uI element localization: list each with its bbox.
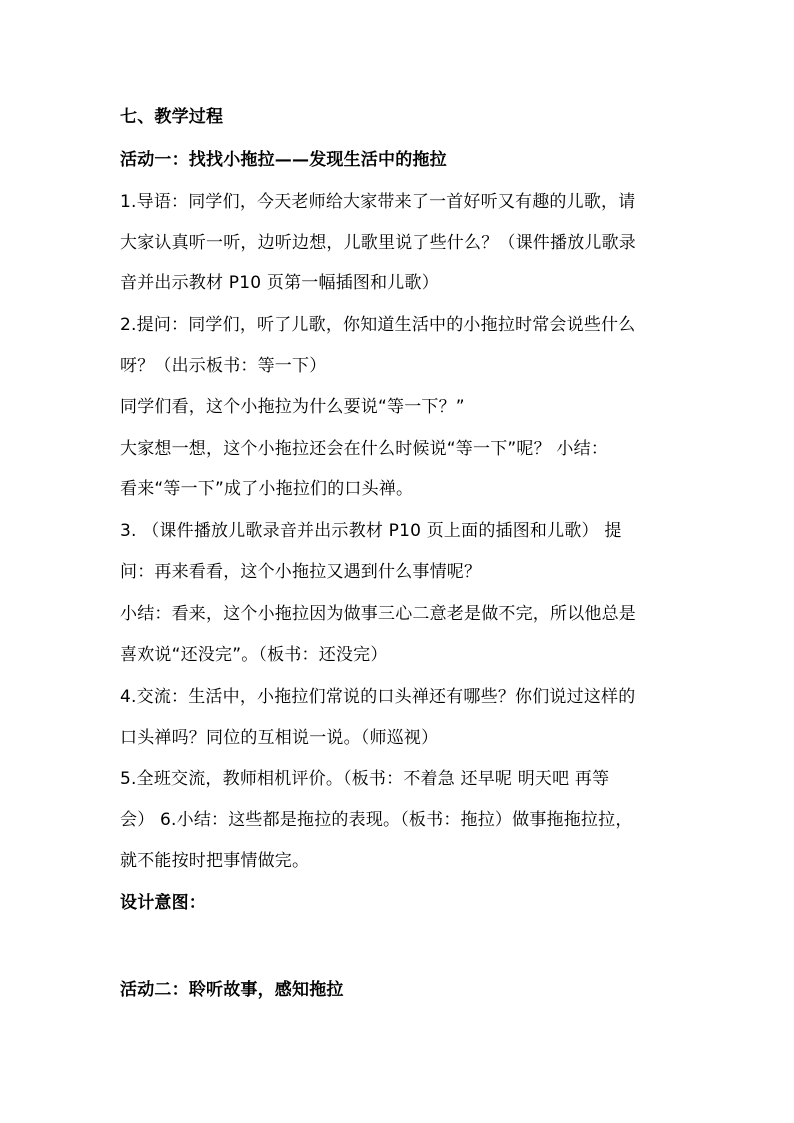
body-line: 喜欢说“还没完”。（板书：还没完） — [120, 645, 388, 665]
body-line: 同学们看，这个小拖拉为什么要说“等一下？” — [120, 397, 465, 417]
body-line: 2.提问：同学们，听了儿歌，你知道生活中的小拖拉时常会说些什么 — [120, 315, 636, 335]
body-line: 就不能按时把事情做完。 — [120, 851, 310, 871]
body-line: 1.导语：同学们，今天老师给大家带来了一首好听又有趣的儿歌，请 — [120, 192, 636, 212]
activity1-title: 活动一：找找小拖拉——发现生活中的拖拉 — [120, 150, 447, 170]
body-line: 看来“等一下”成了小拖拉们的口头禅。 — [120, 479, 414, 499]
activity2-title: 活动二：聆听故事，感知拖拉 — [120, 980, 344, 1000]
body-line: 音并出示教材 P10 页第一幅插图和儿歌） — [120, 273, 439, 293]
body-line: 呀？（出示板书：等一下） — [120, 356, 327, 376]
body-line: 会） 6.小结：这些都是拖拉的表现。（板书：拖拉）做事拖拖拉拉， — [120, 810, 633, 830]
body-line: 口头禅吗？同位的互相说一说。（师巡视） — [120, 728, 439, 748]
body-line: 大家认真听一听，边听边想，儿歌里说了些什么？（课件播放儿歌录 — [120, 233, 636, 253]
body-line: 3. （课件播放儿歌录音并出示教材 P10 页上面的插图和儿歌） 提 — [120, 521, 622, 541]
body-line: 小结：看来，这个小拖拉因为做事三心二意老是做不完，所以他总是 — [120, 604, 636, 624]
design-intent-label: 设计意图： — [120, 893, 206, 913]
body-line: 5.全班交流，教师相机评价。（板书：不着急 还早呢 明天吧 再等 — [120, 769, 610, 789]
body-line: 大家想一想，这个小拖拉还会在什么时候说“等一下”呢？ 小结： — [120, 439, 609, 459]
body-line: 4.交流：生活中，小拖拉们常说的口头禅还有哪些？你们说过这样的 — [120, 687, 636, 707]
body-line: 问：再来看看，这个小拖拉又遇到什么事情呢？ — [120, 562, 482, 582]
section-title: 七、教学过程 — [120, 107, 224, 127]
